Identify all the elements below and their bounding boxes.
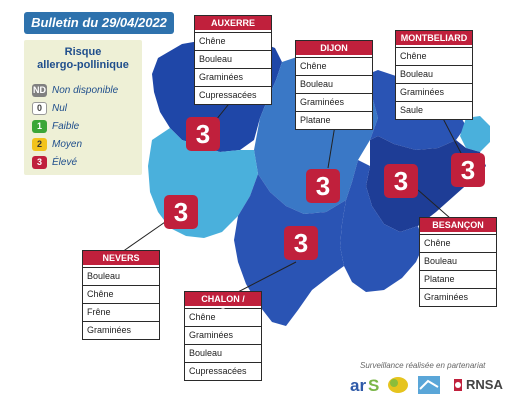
pollen-item: Bouleau: [185, 344, 261, 362]
legend-item-nd: ND Non disponible: [33, 85, 119, 97]
pollen-item: Platane: [296, 111, 372, 129]
pollen-item: Graminées: [420, 288, 496, 306]
pollen-item: Bouleau: [83, 267, 159, 285]
risk-marker-saone-et-loire: 3: [284, 226, 318, 260]
city-name: DIJON: [296, 41, 372, 57]
city-table-auxerre: [194, 15, 272, 105]
pollen-item: Bouleau: [195, 50, 271, 68]
pollen-item: Cupressacées: [195, 86, 271, 104]
pollen-item: Chêne: [420, 234, 496, 252]
pollen-item: Bouleau: [296, 75, 372, 93]
city-name: CHALON / SAÔNE: [185, 292, 261, 308]
pollen-item: Graminées: [195, 68, 271, 86]
legend-item-1: 1 Faible: [32, 120, 79, 134]
pollen-item: Chêne: [195, 32, 271, 50]
legend-badge: 3: [32, 156, 47, 169]
city-table-montbeliard: [395, 30, 473, 120]
pollen-item: Graminées: [83, 321, 159, 339]
ars-logo: [350, 376, 379, 395]
pollen-item: Bouleau: [420, 252, 496, 270]
legend-badge: ND: [33, 85, 46, 95]
pollen-item: Platane: [420, 270, 496, 288]
legend-item-3: 3 Élevé: [32, 156, 77, 170]
map-region-territoire-de-belfort: [460, 116, 490, 152]
pollen-item: Frêne: [83, 303, 159, 321]
pollen-item: Graminées: [185, 326, 261, 344]
legend-item-0: 0 Nul: [32, 102, 67, 116]
city-name: MONTBELIARD: [396, 31, 472, 47]
risk-marker-doubs: 3: [384, 164, 418, 198]
atmo-logo: [388, 377, 408, 393]
rnsa-logo: [454, 379, 462, 391]
partner-logo-square: [418, 376, 440, 394]
risk-marker-territoire-de-belfort: 3: [451, 153, 485, 187]
risk-marker-yonne: 3: [186, 117, 220, 151]
svg-text:S: S: [368, 376, 380, 395]
legend-badge: 2: [32, 138, 47, 151]
pollen-item: Bouleau: [396, 65, 472, 83]
pollen-item: Saule: [396, 101, 472, 119]
city-table-besancon: [419, 217, 497, 307]
legend-item-2: 2 Moyen: [32, 138, 82, 152]
bulletin-title: Bulletin du 29/04/2022: [24, 12, 174, 34]
svg-text:ar: ar: [350, 376, 367, 395]
risk-marker-cote-dor: 3: [306, 169, 340, 203]
pollen-item: Chêne: [185, 308, 261, 326]
partnership-credit: Surveillance réalisée en partenariat: [360, 361, 486, 370]
pollen-item: Graminées: [396, 83, 472, 101]
pollen-item: Graminées: [296, 93, 372, 111]
city-table-chalon-sur-saone: [184, 291, 262, 381]
city-name: NEVERS: [83, 251, 159, 267]
city-name: AUXERRE: [195, 16, 271, 32]
city-table-dijon: [295, 40, 373, 130]
pollen-item: Chêne: [83, 285, 159, 303]
city-table-nevers: [82, 250, 160, 340]
partner-logos: [350, 373, 508, 397]
legend-badge: 0: [32, 102, 47, 115]
risk-marker-nievre: 3: [164, 195, 198, 229]
legend-title: Risque allergo-pollinique: [37, 46, 129, 71]
pollen-item: Chêne: [296, 57, 372, 75]
pollen-item: Cupressacées: [185, 362, 261, 380]
rnsa-text: RNSA: [466, 377, 503, 392]
legend-badge: 1: [32, 120, 47, 133]
pollen-item: Chêne: [396, 47, 472, 65]
city-name: BESANÇON: [420, 218, 496, 234]
